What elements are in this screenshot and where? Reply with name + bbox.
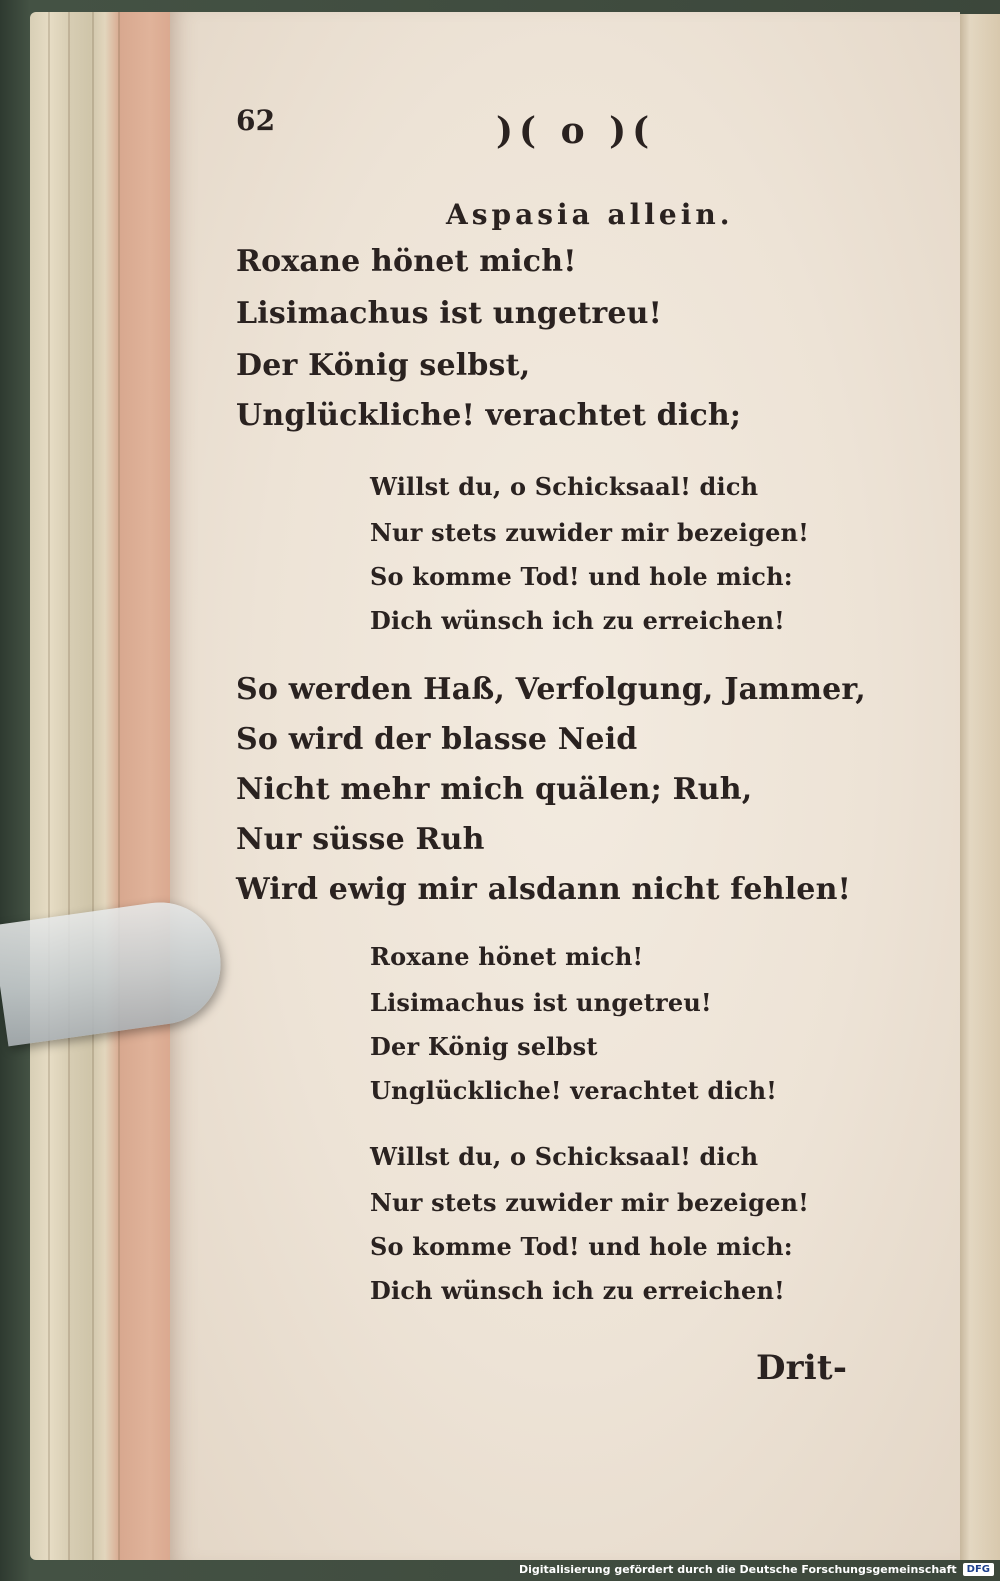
digitization-footer [519, 1560, 994, 1578]
verse-line: Roxane hönet mich! [370, 942, 644, 971]
page-edges [30, 12, 175, 1560]
verse-line: Der König selbst [370, 1032, 598, 1061]
verse-line: Nur süsse Ruh [236, 822, 485, 857]
verse-line: Wird ewig mir alsdann nicht fehlen! [236, 872, 851, 907]
funding-credit: Digitalisierung gefördert durch die Deutsche Forschungsgemeinschaft [518, 1562, 957, 1576]
verse-line: So komme Tod! und hole mich: [370, 1232, 793, 1261]
verse-line: Unglückliche! verachtet dich; [236, 398, 742, 433]
verse-line: Dich wünsch ich zu erreichen! [370, 606, 785, 635]
facing-page-edge [960, 14, 1000, 1560]
verse-line: So komme Tod! und hole mich: [370, 562, 793, 591]
verse-line: So wird der blasse Neid [236, 722, 638, 757]
verse-line: Nicht mehr mich quälen; Ruh, [236, 772, 753, 807]
dfg-logo: DFG [963, 1563, 994, 1576]
verse-line: Willst du, o Schicksaal! dich [370, 1142, 759, 1171]
page-number: 62 [236, 104, 276, 137]
verse-line: Lisimachus ist ungetreu! [236, 296, 662, 331]
book-page [170, 12, 960, 1560]
verse-line: Willst du, o Schicksaal! dich [370, 472, 759, 501]
verse-line: Nur stets zuwider mir bezeigen! [370, 1188, 809, 1217]
verse-line: Roxane hönet mich! [236, 244, 577, 279]
header-ornament: )( o )( [496, 110, 656, 152]
verse-line: Dich wünsch ich zu erreichen! [370, 1276, 785, 1305]
verse-line: Unglückliche! verachtet dich! [370, 1076, 777, 1105]
verse-line: Der König selbst, [236, 348, 531, 383]
scene-heading: Aspasia allein. [446, 198, 734, 231]
verse-line: So werden Haß, Verfolgung, Jammer, [236, 672, 866, 707]
verse-line: Lisimachus ist ungetreu! [370, 988, 712, 1017]
verse-line: Nur stets zuwider mir bezeigen! [370, 518, 809, 547]
catchword: Drit- [756, 1348, 848, 1388]
